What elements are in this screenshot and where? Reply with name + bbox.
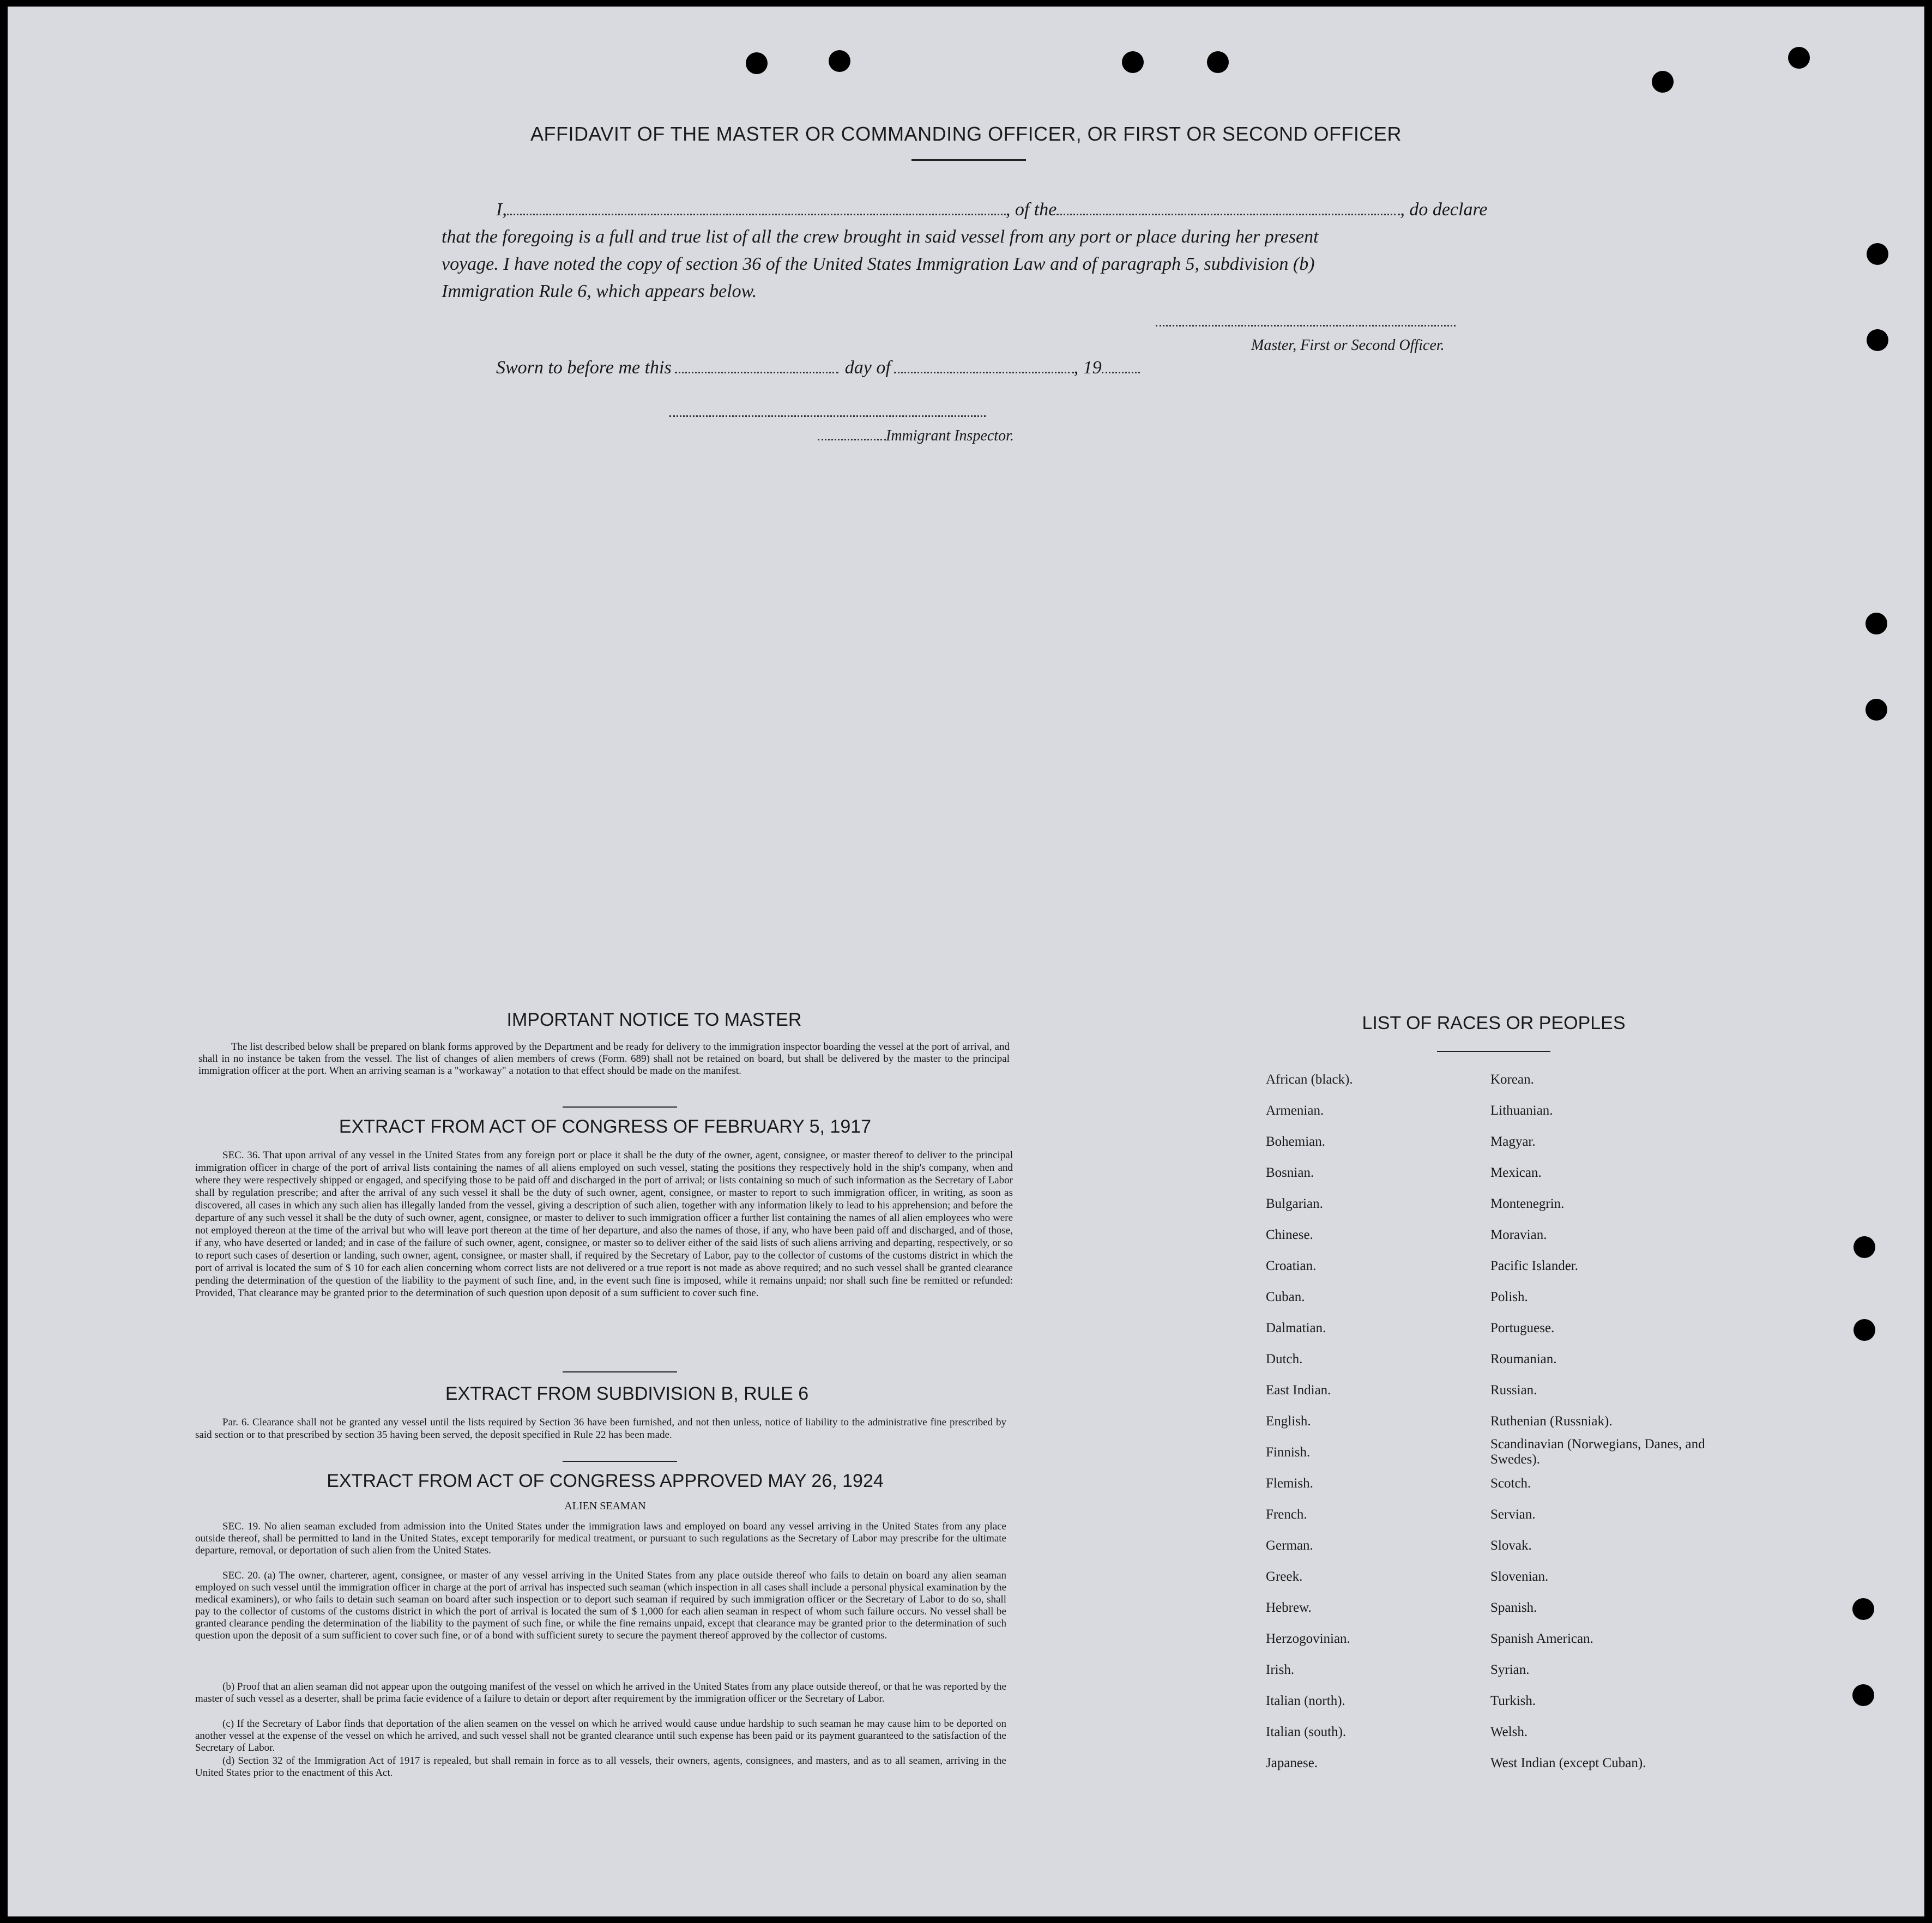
extract-1917-title: EXTRACT FROM ACT OF CONGRESS OF FEBRUARY 5, 1917 xyxy=(339,1116,872,1137)
rule-6-divider xyxy=(563,1461,677,1462)
sworn-prefix: Sworn to before me this xyxy=(496,358,672,378)
races-right-column xyxy=(1490,1064,1719,1779)
race-item: Slovenian. xyxy=(1490,1569,1549,1584)
race-item: Lithuanian. xyxy=(1490,1103,1553,1118)
sworn-year-label: , 19 xyxy=(1073,358,1102,378)
race-item: Pacific Islander. xyxy=(1490,1259,1579,1273)
extract-1924-sec20c: (c) If the Secretary of Labor finds that deportation of the alien seamen on the vessel on which he arrived would cause undue hardship to such seaman he may cause him to be deported on another vessel at the expense of the vessel on which he arrived, and such vessel shall not be granted clearance until such expense has been paid or its payment guaranteed to the satisfaction of the Secretary of Labor. xyxy=(195,1718,1006,1753)
inspector-dots xyxy=(818,429,886,440)
race-item: Hebrew. xyxy=(1266,1600,1312,1615)
race-item: Cuban. xyxy=(1266,1290,1305,1304)
affidavit-line-1 xyxy=(496,196,1494,223)
race-item: Chinese. xyxy=(1266,1227,1313,1242)
title-divider xyxy=(911,159,1026,161)
affidavit-declare: , do declare xyxy=(1400,199,1488,220)
races-title: LIST OF RACES OR PEOPLES xyxy=(1362,1013,1626,1033)
race-item: Korean. xyxy=(1490,1072,1534,1087)
inspector-signature-label: Immigrant Inspector. xyxy=(818,427,1014,445)
affidavit-of-the: , of the xyxy=(1005,199,1057,220)
race-item: Slovak. xyxy=(1490,1538,1532,1553)
punch-hole xyxy=(1867,329,1888,351)
inspector-signature-line[interactable] xyxy=(669,410,986,417)
race-item: Dalmatian. xyxy=(1266,1321,1326,1335)
punch-hole xyxy=(746,52,768,74)
punch-hole xyxy=(1652,71,1674,93)
punch-hole xyxy=(1853,1236,1875,1258)
extract-1924-sec20a: SEC. 20. (a) The owner, charterer, agent, consignee, or master of any vessel arriving in the United States from any place outside thereof who fails to detain on board any alien seaman employed on such vessel until the immigration officer in charge at the port of arrival has inspected such seaman (which inspection in all cases shall include a personal physical examination by the medical examiners), or who fails to detain such seaman on board after such inspection or to deport such seaman if required by such immigration officer or the Secretary of Labor to do so, shall pay to the collector of customs of the customs district in which the port of arrival is located the sum of $ 1,000 for each alien seaman in respect of whom such failure occurs. No vessel shall be granted clearance pending the determination of the liability to the payment of such fine, or while the fine remains unpaid, except that clearance may be granted prior to the determination of such question upon the deposit of a sum sufficient to cover such fine, or of a bond with sufficient surety to secure the payment thereof approved by the collector of customs. xyxy=(195,1570,1006,1641)
race-item: Italian (south). xyxy=(1266,1725,1347,1739)
race-item: German. xyxy=(1266,1538,1313,1553)
race-item: Servian. xyxy=(1490,1507,1536,1522)
rule-6-title: EXTRACT FROM SUBDIVISION B, RULE 6 xyxy=(445,1383,809,1404)
race-item: Scotch. xyxy=(1490,1476,1531,1491)
punch-hole xyxy=(1852,1598,1874,1620)
race-item: Portuguese. xyxy=(1490,1321,1555,1335)
sworn-day-label: day of xyxy=(844,358,891,378)
sworn-month-blank[interactable] xyxy=(894,358,1074,373)
race-item: Greek. xyxy=(1266,1569,1303,1584)
extract-1924-sec19: SEC. 19. No alien seaman excluded from admission into the United States under the immigration laws and employed on board any vessel arriving in the United States from any place outside thereof, shall be permitted to land in the United States, except temporarily for medical treatment, or pursuant to such regulations as the Secretary of Labor may prescribe for the ultimate departure, removal, or deportation of such alien from the United States. xyxy=(195,1521,1006,1556)
race-item: Bulgarian. xyxy=(1266,1196,1323,1211)
race-item: Turkish. xyxy=(1490,1694,1536,1708)
vessel-blank[interactable] xyxy=(1056,199,1400,215)
race-item: Irish. xyxy=(1266,1662,1295,1677)
race-item: Japanese. xyxy=(1266,1756,1318,1770)
extract-1917-divider xyxy=(563,1371,677,1372)
race-item: Spanish American. xyxy=(1490,1631,1593,1646)
rule-6-text: Par. 6. Clearance shall not be granted any vessel until the lists required by Section 36 have been furnished, and not then unless, notice of liability to the administrative fine prescribed by said section or to that prescribed by section 35 having been served, the deposit specified in Rule 22 has been made. xyxy=(195,1417,1006,1441)
race-item: Polish. xyxy=(1490,1290,1528,1304)
affidavit-i: I, xyxy=(496,199,507,220)
race-item: Scandinavian (Norwegians, Danes, and Swedes). xyxy=(1490,1437,1705,1467)
punch-hole xyxy=(1853,1319,1875,1341)
notice-text: The list described below shall be prepared on blank forms approved by the Department and be ready for delivery to the immigration inspector boarding the vessel at the port of arrival, and shall in no instance be taken from the vessel. The list of changes of alien members of crews (Form. 689) shall not be retained on board, but shall be delivered by the master to the principal immigration officer at the port. When an arriving seaman is a "workaway" a notation to that effect should be made on the manifest. xyxy=(198,1041,1010,1077)
affidavit-title: AFFIDAVIT OF THE MASTER OR COMMANDING OFFICER, OR FIRST OR SECOND OFFICER xyxy=(530,123,1402,145)
punch-hole xyxy=(1207,51,1229,73)
extract-1924-subtitle: ALIEN SEAMAN xyxy=(564,1500,646,1512)
notice-title: IMPORTANT NOTICE TO MASTER xyxy=(506,1009,802,1030)
punch-hole xyxy=(1865,613,1887,634)
race-item: Spanish. xyxy=(1490,1600,1537,1615)
affidavit-line-3: voyage. I have noted the copy of section 36 of the United States Immigration Law and of paragraph 5, subdivision (b) xyxy=(442,254,1315,274)
affidavit-line-2: that the foregoing is a full and true list of all the crew brought in said vessel from any port or place during her present xyxy=(442,227,1319,247)
race-item: Herzogovinian. xyxy=(1266,1631,1350,1646)
races-left-column xyxy=(1266,1064,1473,1779)
race-item: Russian. xyxy=(1490,1383,1537,1398)
punch-hole xyxy=(1788,47,1810,69)
race-item: English. xyxy=(1266,1414,1311,1429)
sworn-year-blank[interactable] xyxy=(1102,358,1140,373)
affidavit-line-4: Immigration Rule 6, which appears below. xyxy=(442,281,757,301)
punch-hole xyxy=(829,50,850,72)
race-item: Croatian. xyxy=(1266,1259,1317,1273)
race-item: Welsh. xyxy=(1490,1725,1528,1739)
extract-1924-sec20d: (d) Section 32 of the Immigration Act of 1917 is repealed, but shall remain in force as to all vessels, their owners, agents, consignees, and masters, and as to all seamen, arriving in the United States prior to the enactment of this Act. xyxy=(195,1755,1006,1779)
race-item: French. xyxy=(1266,1507,1307,1522)
extract-1924-sec20b: (b) Proof that an alien seaman did not appear upon the outgoing manifest of the vessel on which he arrived in the United States from any place outside thereof, or that he was reported by the master of such vessel as a deserter, shall be prima facie evidence of a failure to detain or deport after requirement by the immigration officer or the Secretary of Labor. xyxy=(195,1681,1006,1704)
master-signature-label: Master, First or Second Officer. xyxy=(1251,337,1445,354)
race-item: Syrian. xyxy=(1490,1662,1530,1677)
master-signature-line[interactable] xyxy=(1156,319,1456,326)
notice-divider xyxy=(563,1106,677,1108)
race-item: Armenian. xyxy=(1266,1103,1324,1118)
race-item: Bohemian. xyxy=(1266,1134,1326,1149)
race-item: Bosnian. xyxy=(1266,1165,1314,1180)
race-item: Finnish. xyxy=(1266,1445,1311,1460)
race-item: Italian (north). xyxy=(1266,1694,1345,1708)
extract-1917-text: SEC. 36. That upon arrival of any vessel in the United States from any foreign port or place it shall be the duty of the owner, agent, consignee, or master thereof to deliver to the principal immigration officer in charge of the port of arrival lists containing the names of all aliens employed on such vessel, stating the positions they respectively hold in the ship's company, when and where they were respectively shipped or engaged, and specifying those to be paid off and discharged in the port of arrival; or lists containing so much of such information as the Secretary of Labor shall by regulation prescribe; and after the arrival of any such vessel it shall be the duty of such owner, agent, consignee, or master to report to such immigration officer, in writing, as soon as discovered, all cases in which any such alien has illegally landed from the vessel, giving a description of such alien, together with any information likely to lead to his apprehension; and before the departure of any such vessel it shall be the duty of such owner, agent, consignee, or master to deliver to such immigration officer a further list containing the names of all alien employees who were not employed thereon at the time of the arrival but who will leave port thereon at the time of her departure, and also the names of those, if any, who have been paid off and discharged, and of those, if any, who have deserted or landed; and in case of the failure of such owner, agent, consignee, or master so to deliver either of the said lists of such aliens arriving and departing, respectively, or so to report such cases of desertion or landing, such owner, agent, consignee, or master shall, if required by the Secretary of Labor, pay to the collector of customs of the customs district in which the port of arrival is located the sum of $ 10 for each alien concerning whom correct lists are not delivered or a true report is not made as above required; and no such vessel shall be granted clearance pending the determination of the question of the liability to the payment of such fine, and, in the event such fine is imposed, while it remains unpaid; nor shall such fine be remitted or refunded: Provided, That clearance may be granted prior to the determination of such question upon deposit of a sum sufficient to cover such fine. xyxy=(195,1150,1013,1299)
race-item: East Indian. xyxy=(1266,1383,1331,1398)
extract-1924-title: EXTRACT FROM ACT OF CONGRESS APPROVED MAY 26, 1924 xyxy=(327,1471,884,1491)
race-item: Mexican. xyxy=(1490,1165,1542,1180)
punch-hole xyxy=(1865,699,1887,721)
race-item: Magyar. xyxy=(1490,1134,1536,1149)
race-item: Dutch. xyxy=(1266,1352,1303,1366)
race-item: Montenegrin. xyxy=(1490,1196,1565,1211)
race-item: West Indian (except Cuban). xyxy=(1490,1756,1646,1770)
name-blank[interactable] xyxy=(507,199,1006,215)
races-divider xyxy=(1437,1051,1550,1052)
punch-hole xyxy=(1867,243,1888,265)
race-item: Ruthenian (Russniak). xyxy=(1490,1414,1613,1429)
race-item: Moravian. xyxy=(1490,1227,1547,1242)
sworn-day-blank[interactable] xyxy=(675,358,838,373)
race-item: Roumanian. xyxy=(1490,1352,1557,1366)
sworn-line xyxy=(496,354,1205,382)
race-item: African (black). xyxy=(1266,1072,1353,1087)
punch-hole xyxy=(1122,51,1144,73)
race-item: Flemish. xyxy=(1266,1476,1313,1491)
punch-hole xyxy=(1852,1684,1874,1706)
